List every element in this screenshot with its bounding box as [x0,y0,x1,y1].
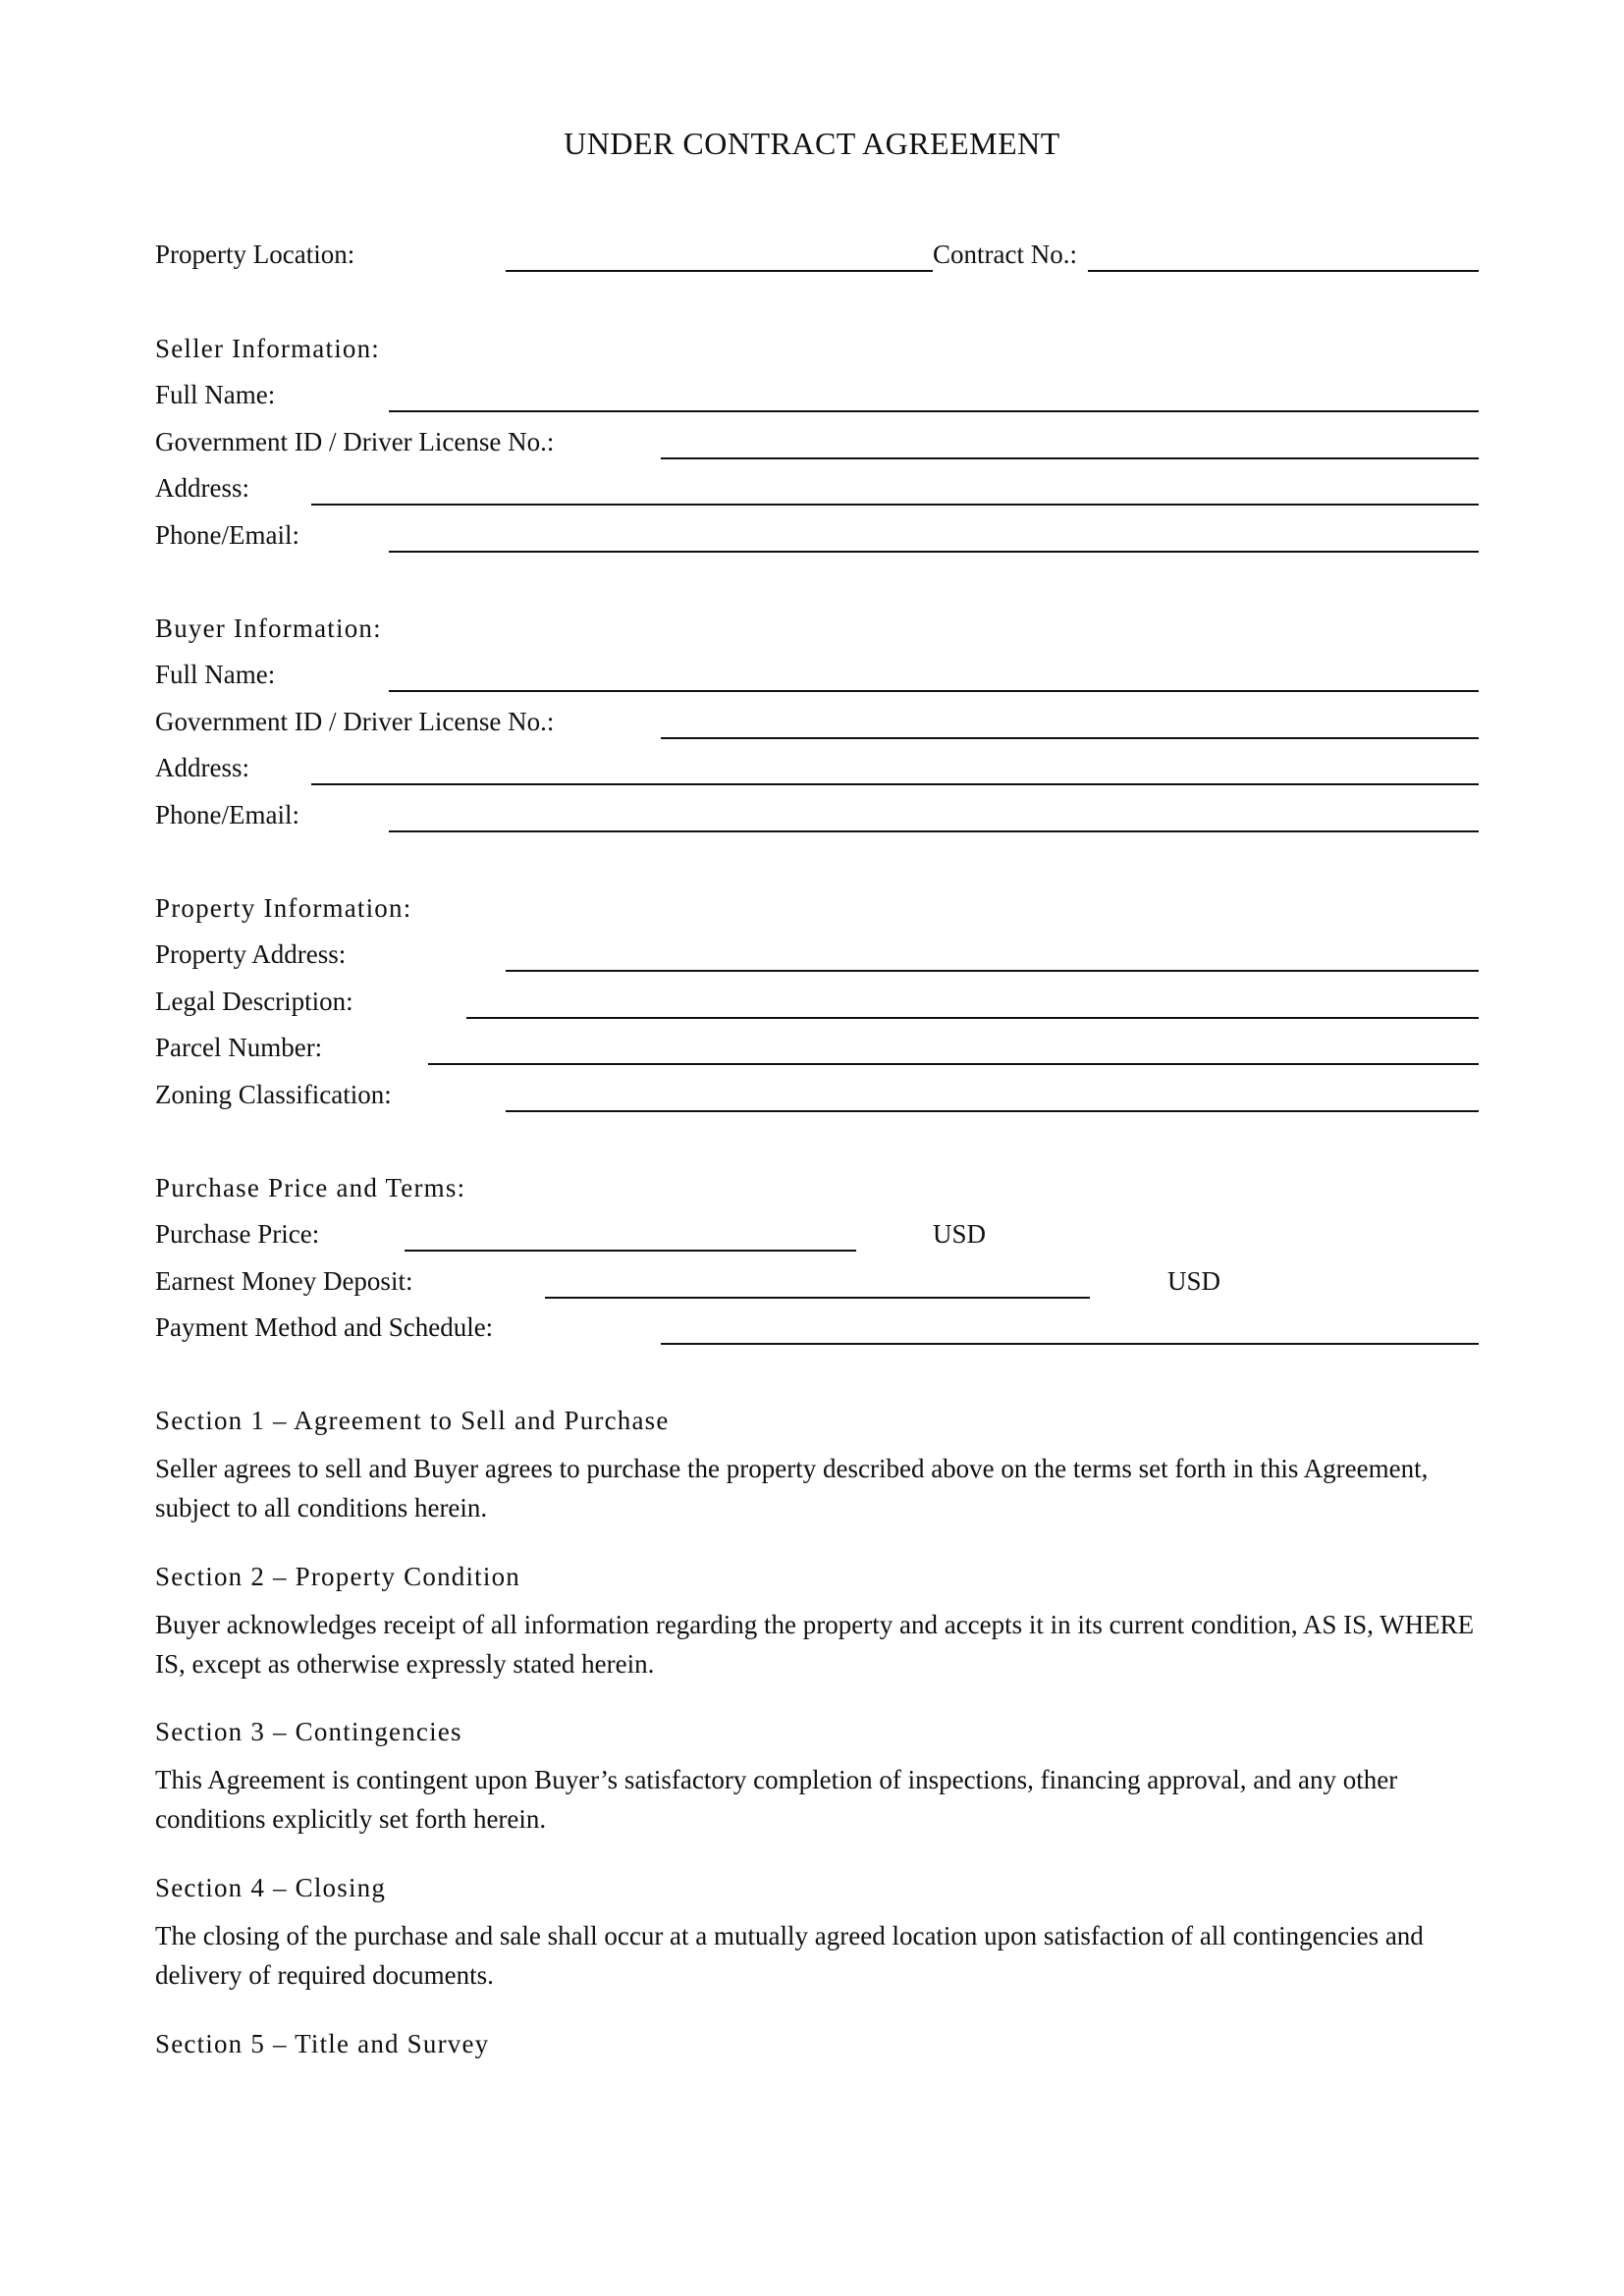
section-5-heading: Section 5 – Title and Survey [155,2029,490,2058]
parcel-number-label: Parcel Number: [155,1033,323,1062]
buyer-gov-id-field[interactable] [661,737,1479,739]
seller-address-label: Address: [155,473,249,503]
buyer-full-name-label: Full Name: [155,660,276,689]
buyer-gov-id-label: Government ID / Driver License No.: [155,707,555,736]
buyer-phone-email-field[interactable] [389,830,1479,832]
earnest-deposit-label: Earnest Money Deposit: [155,1266,413,1296]
property-location-field[interactable] [506,270,933,272]
earnest-deposit-currency: USD [1167,1266,1221,1296]
purchase-heading: Purchase Price and Terms: [155,1173,466,1202]
section-3-heading: Section 3 – Contingencies [155,1717,462,1746]
buyer-address-label: Address: [155,753,249,782]
seller-phone-email-field[interactable] [389,551,1479,553]
buyer-heading: Buyer Information: [155,614,382,643]
purchase-price-label: Purchase Price: [155,1219,320,1249]
contract-no-field[interactable] [1088,270,1479,272]
property-heading: Property Information: [155,893,412,923]
property-location-label: Property Location: [155,240,355,269]
payment-method-field[interactable] [661,1343,1479,1345]
payment-method-label: Payment Method and Schedule: [155,1312,494,1342]
contract-no-label: Contract No.: [933,240,1077,269]
legal-description-label: Legal Description: [155,987,353,1016]
zoning-field[interactable] [506,1110,1479,1112]
purchase-price-field[interactable] [405,1250,856,1252]
zoning-label: Zoning Classification: [155,1080,392,1109]
section-2-heading: Section 2 – Property Condition [155,1562,520,1591]
earnest-deposit-field[interactable] [545,1297,1090,1299]
section-1-body: Seller agrees to sell and Buyer agrees to purchase the property described above on the terms set forth in this Agreement, subject to all conditions herein. [155,1454,1429,1522]
seller-address-field[interactable] [311,504,1479,506]
section-4-heading: Section 4 – Closing [155,1873,387,1902]
seller-full-name-field[interactable] [389,410,1479,412]
buyer-address-field[interactable] [311,783,1479,785]
seller-heading: Seller Information: [155,334,380,363]
section-1-heading: Section 1 – Agreement to Sell and Purchase [155,1406,670,1435]
parcel-number-field[interactable] [428,1063,1479,1065]
property-address-field[interactable] [506,970,1479,972]
seller-full-name-label: Full Name: [155,380,276,409]
document-title: UNDER CONTRACT AGREEMENT [564,126,1060,161]
purchase-price-currency: USD [933,1219,987,1249]
section-4-body: The closing of the purchase and sale shall occur at a mutually agreed location upon satisfaction of all contingencies and delivery of required documents. [155,1921,1424,1990]
section-2-body: Buyer acknowledges receipt of all information regarding the property and accepts it in its current condition, AS IS, WHERE IS, except as otherwise expressly stated herein. [155,1610,1475,1679]
seller-gov-id-label: Government ID / Driver License No.: [155,427,555,456]
property-address-label: Property Address: [155,939,347,969]
buyer-full-name-field[interactable] [389,690,1479,692]
section-3-body: This Agreement is contingent upon Buyer’s satisfactory completion of inspections, financing approval, and any other conditions explicitly set forth herein. [155,1765,1398,1834]
seller-gov-id-field[interactable] [661,457,1479,459]
seller-phone-email-label: Phone/Email: [155,520,299,550]
legal-description-field[interactable] [466,1017,1479,1019]
buyer-phone-email-label: Phone/Email: [155,800,299,829]
